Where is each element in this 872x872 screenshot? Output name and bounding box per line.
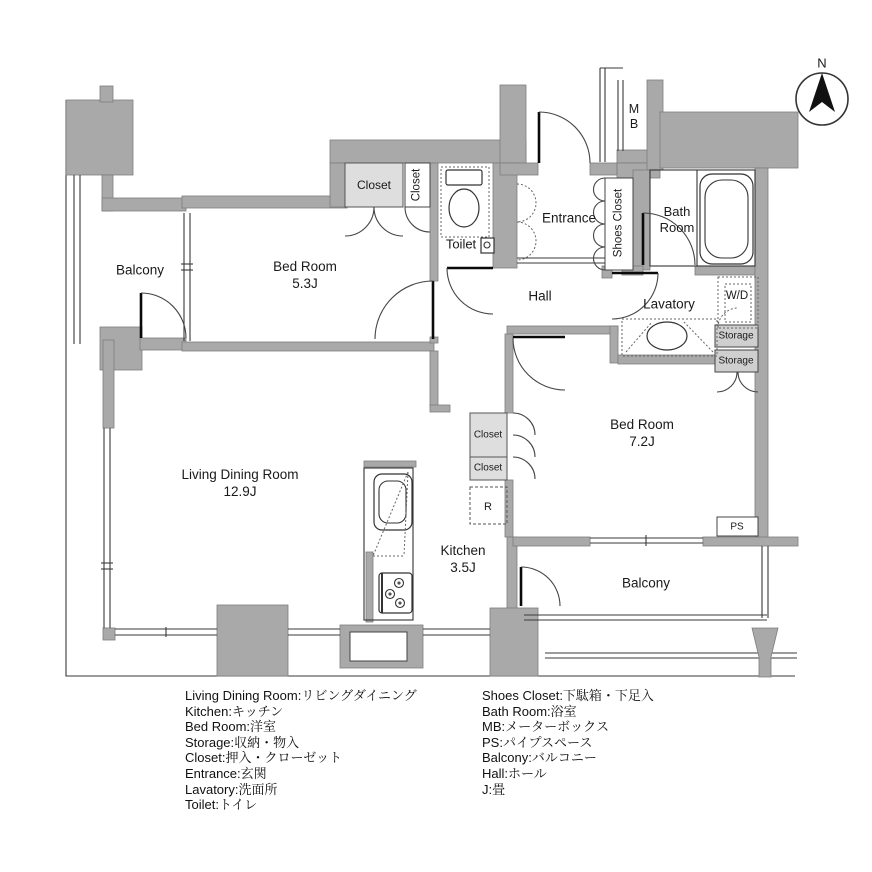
- legend-item: Balcony:バルコニー: [482, 750, 597, 766]
- storage-lower-label: Storage: [718, 355, 754, 367]
- mb-line1: M: [628, 102, 640, 116]
- entrance-label: Entrance: [541, 210, 597, 226]
- bath-label: [660, 204, 695, 236]
- kitchen-size: 3.5J: [450, 560, 476, 575]
- wd-label: W/D: [725, 290, 749, 302]
- legend-item: Hall:ホール: [482, 765, 547, 781]
- compass-north-label: N: [817, 55, 827, 71]
- shoes-closet-label: Shoes Closet: [612, 188, 625, 258]
- bedroom-large-size: 7.2J: [629, 434, 655, 449]
- bedroom-small-name: Bed Room: [273, 259, 337, 274]
- legend-item: Bath Room:浴室: [482, 703, 577, 719]
- compass-icon: [796, 73, 848, 125]
- kitchen-name: Kitchen: [440, 543, 486, 558]
- living-dining-label: [181, 466, 298, 500]
- bedroom-large-name: Bed Room: [610, 417, 674, 432]
- bath-line1: Bath: [663, 204, 691, 219]
- legend-item: Closet:押入・クローゼット: [185, 750, 342, 766]
- closet-top-vertical-label: Closet: [410, 168, 423, 202]
- closet-mid-upper-label: Closet: [473, 429, 503, 441]
- wash-basin-icon: [622, 319, 717, 356]
- refrigerator-label: R: [484, 501, 492, 513]
- ps-label: PS: [730, 521, 744, 533]
- legend-item: Kitchen:キッチン: [185, 703, 284, 719]
- hall-label: Hall: [528, 288, 552, 304]
- legend-left-column: [185, 688, 417, 813]
- storage-upper-label: Storage: [718, 330, 754, 342]
- legend-item: PS:パイプスペース: [482, 734, 593, 750]
- living-dining-size: 12.9J: [223, 484, 257, 499]
- legend-item: J:畳: [482, 781, 506, 797]
- legend-item: Lavatory:洗面所: [185, 781, 278, 797]
- legend-right-column: [482, 688, 654, 797]
- legend-item: MB:メーターボックス: [482, 719, 609, 735]
- bedroom-small-size: 5.3J: [292, 276, 318, 291]
- living-dining-name: Living Dining Room: [181, 467, 299, 482]
- legend-item: Bed Room:洋室: [185, 719, 277, 735]
- legend-item: Storage:収納・物入: [185, 734, 300, 750]
- legend-item: Toilet:トイレ: [185, 797, 258, 813]
- washer-dryer-icon: [718, 277, 758, 328]
- closet-mid-lower-label: Closet: [473, 462, 503, 474]
- lavatory-label: Lavatory: [643, 296, 695, 312]
- bedroom-large-label: [610, 416, 674, 450]
- bedroom-small-label: [273, 258, 337, 292]
- kitchen-label: [440, 542, 485, 576]
- balcony-left-label: Balcony: [115, 262, 165, 278]
- legend-item: Shoes Closet:下駄箱・下足入: [482, 688, 654, 703]
- legend-item: Living Dining Room:リビングダイニング: [185, 688, 417, 703]
- mb-line2: B: [629, 117, 639, 131]
- toilet-label: Toilet: [445, 236, 477, 252]
- vent-box: [350, 632, 407, 661]
- balcony-bottom-label: Balcony: [621, 575, 671, 591]
- legend-item: Entrance:玄関: [185, 765, 267, 781]
- stove-icon: [379, 573, 412, 613]
- closet-top-label: Closet: [356, 178, 392, 192]
- bath-line2: Room: [659, 220, 695, 235]
- mb-label: [629, 102, 639, 132]
